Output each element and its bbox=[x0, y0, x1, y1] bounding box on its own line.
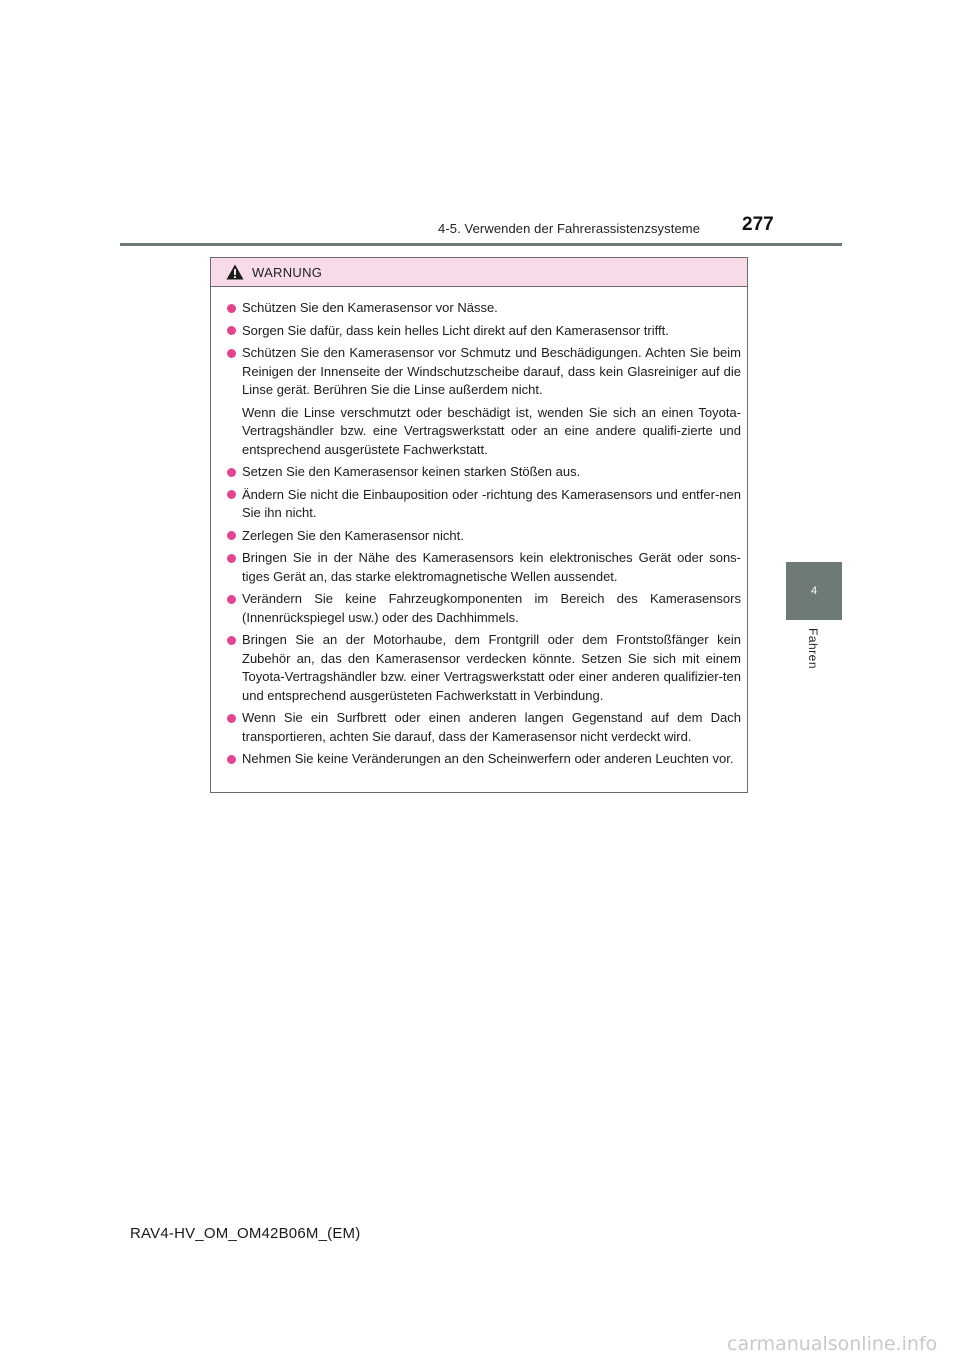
warning-paragraph: Bringen Sie an der Motorhaube, dem Frontgrill oder dem Frontstoßfänger kein Zubehör an, das den Kamerasensor verdecken könnte. Setzen Sie sich mit einem Toyota-Vertragshändler bzw. einer Vertragswerkstatt oder einer anderen qualifizier-ten und entsprechend ausgerüsteten Fachwerkstatt in Verbindung. bbox=[242, 632, 741, 703]
warning-item-text bbox=[242, 463, 741, 482]
bullet-dot-icon bbox=[227, 755, 236, 764]
chapter-tab: 4 bbox=[786, 562, 842, 620]
bullet-dot-icon bbox=[227, 490, 236, 499]
warning-list-item bbox=[227, 527, 741, 546]
bullet-dot-icon bbox=[227, 326, 236, 335]
footer-document-code: RAV4-HV_OM_OM42B06M_(EM) bbox=[130, 1225, 361, 1242]
warning-list-item bbox=[227, 344, 741, 459]
warning-item-text bbox=[242, 344, 741, 459]
warning-item-text bbox=[242, 299, 741, 318]
warning-paragraph: Wenn die Linse verschmutzt oder beschädigt ist, wenden Sie sich an einen Toyota-Vertragshändler bzw. eine Vertragswerkstatt oder an eine andere qualifi-zierte und entsprechend ausgerüstete Fachwerkstatt. bbox=[242, 404, 741, 457]
watermark: carmanualsonline.info bbox=[727, 1333, 938, 1355]
bullet-dot-icon bbox=[227, 349, 236, 358]
warning-paragraph: Schützen Sie den Kamerasensor vor Nässe. bbox=[242, 300, 498, 315]
warning-paragraph: Verändern Sie keine Fahrzeugkomponenten im Bereich des Kamerasensors (Innenrückspiegel usw.) oder des Dachhimmels. bbox=[242, 591, 741, 625]
warning-item-text bbox=[242, 709, 741, 746]
bullet-dot-icon bbox=[227, 304, 236, 313]
header-section-title: 4-5. Verwenden der Fahrerassistenzsysteme bbox=[438, 221, 701, 236]
bullet-dot-icon bbox=[227, 531, 236, 540]
warning-paragraph: Zerlegen Sie den Kamerasensor nicht. bbox=[242, 527, 464, 543]
page-number: 277 bbox=[742, 214, 774, 235]
warning-paragraph: Wenn Sie ein Surfbrett oder einen anderen langen Gegenstand auf dem Dach transportieren, achten Sie darauf, dass der Kamerasensor nicht verdeckt wird. bbox=[242, 710, 741, 744]
warning-paragraph: Sorgen Sie dafür, dass kein helles Licht direkt auf den Kamerasensor trifft. bbox=[242, 322, 669, 338]
header-rule bbox=[120, 243, 842, 246]
bullet-dot-icon bbox=[227, 468, 236, 477]
warning-item-text bbox=[242, 631, 741, 705]
warning-list-item bbox=[227, 322, 741, 341]
warning-list-item bbox=[227, 750, 741, 769]
warning-triangle-icon bbox=[226, 264, 244, 280]
chapter-label: Fahren bbox=[806, 628, 820, 670]
warning-paragraph: Bringen Sie in der Nähe des Kamerasensors kein elektronisches Gerät oder sons-tiges Gerät an, das starke elektromagnetische Wellen aussendet. bbox=[242, 550, 741, 584]
warning-list-item bbox=[227, 549, 741, 586]
warning-item-text bbox=[242, 549, 741, 586]
warning-item-text bbox=[242, 322, 741, 341]
warning-list-item bbox=[227, 590, 741, 627]
warning-paragraph: Schützen Sie den Kamerasensor vor Schmutz und Beschädigungen. Achten Sie beim Reinigen der Innenseite der Windschutzscheibe darauf, dass kein Glasreiniger auf die Linse gerät. Berühren Sie die Linse außerdem nicht. bbox=[242, 345, 741, 397]
warning-item-text bbox=[242, 590, 741, 627]
bullet-dot-icon bbox=[227, 554, 236, 563]
warning-list-item bbox=[227, 463, 741, 482]
bullet-dot-icon bbox=[227, 595, 236, 604]
warning-box bbox=[210, 257, 748, 793]
warning-body bbox=[211, 287, 747, 769]
warning-list-item bbox=[227, 299, 741, 318]
warning-header bbox=[211, 258, 747, 287]
bullet-dot-icon bbox=[227, 714, 236, 723]
warning-paragraph: Nehmen Sie keine Veränderungen an den Scheinwerfern oder anderen Leuchten vor. bbox=[242, 751, 734, 766]
warning-paragraph: Setzen Sie den Kamerasensor keinen starken Stößen aus. bbox=[242, 464, 581, 479]
warning-item-text bbox=[242, 527, 741, 546]
bullet-dot-icon bbox=[227, 636, 236, 645]
warning-list-item bbox=[227, 709, 741, 746]
warning-list-item bbox=[227, 486, 741, 523]
warning-list-item bbox=[227, 631, 741, 705]
warning-item-text bbox=[242, 486, 741, 523]
warning-paragraph: Ändern Sie nicht die Einbauposition oder -richtung des Kamerasensors und entfer-nen Sie ihn nicht. bbox=[242, 486, 741, 520]
warning-item-text bbox=[242, 750, 741, 769]
warning-title: WARNUNG bbox=[252, 264, 323, 280]
